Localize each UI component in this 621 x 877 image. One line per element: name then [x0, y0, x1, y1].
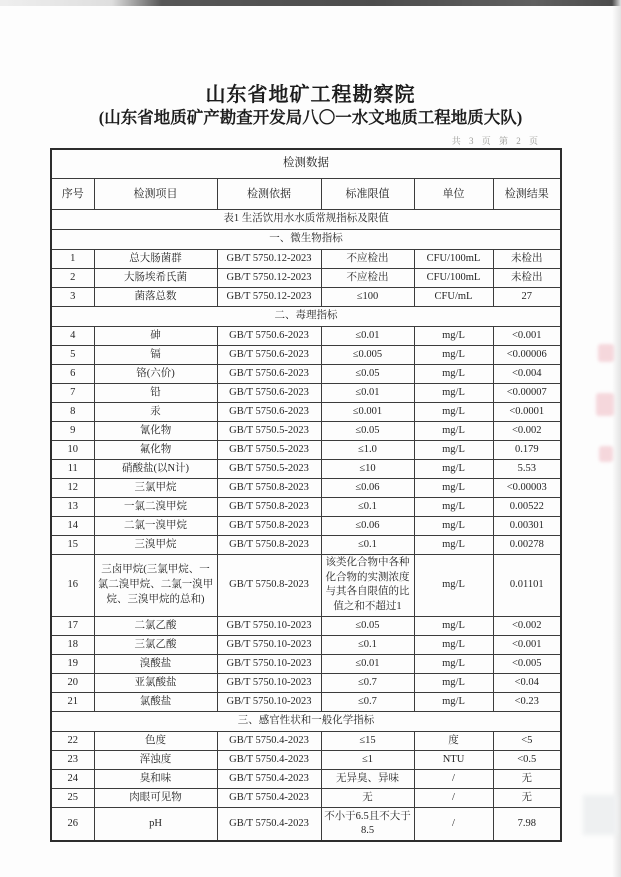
table-row [51, 269, 561, 288]
cell-unit: CFU/100mL [414, 250, 493, 269]
col-header-limit: 标准限值 [321, 179, 414, 210]
cell-test-item: 二氯一溴甲烷 [94, 517, 217, 536]
table-row [51, 384, 561, 403]
section-header-row [51, 307, 561, 327]
cell-test-item: 二氯乙酸 [94, 616, 217, 635]
cell-test-result: <0.001 [493, 327, 561, 346]
cell-test-method: GB/T 5750.6-2023 [217, 327, 321, 346]
cell-test-item: 镉 [94, 346, 217, 365]
table-header-row [51, 179, 561, 210]
cell-seq-no: 8 [51, 403, 94, 422]
cell-test-item: 色度 [94, 731, 217, 750]
table-row [51, 555, 561, 617]
cell-test-item: 氯酸盐 [94, 692, 217, 711]
cell-test-item: 一氯二溴甲烷 [94, 498, 217, 517]
cell-test-result: <0.00003 [493, 479, 561, 498]
cell-test-item: 肉眼可见物 [94, 788, 217, 807]
cell-test-method: GB/T 5750.8-2023 [217, 479, 321, 498]
stamp-bleed-mark [598, 344, 614, 362]
cell-seq-no: 26 [51, 807, 94, 841]
table-row [51, 288, 561, 307]
cell-unit: mg/L [414, 441, 493, 460]
cell-test-method: GB/T 5750.12-2023 [217, 250, 321, 269]
cell-standard-limit: 不小于6.5且不大于8.5 [321, 807, 414, 841]
cell-unit: mg/L [414, 479, 493, 498]
cell-test-result: 0.00278 [493, 536, 561, 555]
cell-test-item: 臭和味 [94, 769, 217, 788]
cell-standard-limit: 不应检出 [321, 250, 414, 269]
cell-test-result: <0.0001 [493, 403, 561, 422]
cell-test-result: 0.00522 [493, 498, 561, 517]
cell-unit: CFU/mL [414, 288, 493, 307]
cell-seq-no: 21 [51, 692, 94, 711]
table-title-row [51, 149, 561, 179]
cell-seq-no: 10 [51, 441, 94, 460]
table-title: 检测数据 [51, 149, 561, 179]
cell-test-method: GB/T 5750.8-2023 [217, 498, 321, 517]
cell-test-method: GB/T 5750.5-2023 [217, 441, 321, 460]
scan-edge-artifact-right [612, 0, 621, 877]
cell-test-method: GB/T 5750.10-2023 [217, 673, 321, 692]
cell-standard-limit: 无异臭、异味 [321, 769, 414, 788]
cell-test-method: GB/T 5750.4-2023 [217, 807, 321, 841]
cell-standard-limit: ≤0.1 [321, 635, 414, 654]
cell-unit: CFU/100mL [414, 269, 493, 288]
cell-standard-limit: ≤0.001 [321, 403, 414, 422]
cell-standard-limit: 无 [321, 788, 414, 807]
cell-test-item: 菌落总数 [94, 288, 217, 307]
cell-test-result: 27 [493, 288, 561, 307]
cell-test-result: 0.00301 [493, 517, 561, 536]
cell-seq-no: 3 [51, 288, 94, 307]
section-header-row [51, 230, 561, 250]
cell-test-result: <0.004 [493, 365, 561, 384]
cell-seq-no: 22 [51, 731, 94, 750]
cell-test-method: GB/T 5750.4-2023 [217, 750, 321, 769]
cell-seq-no: 12 [51, 479, 94, 498]
cell-seq-no: 18 [51, 635, 94, 654]
cell-seq-no: 14 [51, 517, 94, 536]
cell-test-method: GB/T 5750.10-2023 [217, 635, 321, 654]
cell-test-item: 总大肠菌群 [94, 250, 217, 269]
cell-test-item: 铅 [94, 384, 217, 403]
section-header: 三、感官性状和一般化学指标 [51, 711, 561, 731]
cell-unit: 度 [414, 731, 493, 750]
cell-seq-no: 5 [51, 346, 94, 365]
cell-seq-no: 11 [51, 460, 94, 479]
cell-test-result: <0.5 [493, 750, 561, 769]
cell-seq-no: 1 [51, 250, 94, 269]
cell-test-item: 氟化物 [94, 441, 217, 460]
cell-unit: mg/L [414, 422, 493, 441]
cell-test-method: GB/T 5750.5-2023 [217, 422, 321, 441]
cell-unit: mg/L [414, 673, 493, 692]
cell-test-result: 0.01101 [493, 555, 561, 617]
cell-unit: mg/L [414, 635, 493, 654]
page-number-marker: 共 3 页 第 2 页 [451, 136, 541, 146]
cell-unit: mg/L [414, 460, 493, 479]
cell-test-item: 汞 [94, 403, 217, 422]
cell-standard-limit: ≤0.7 [321, 692, 414, 711]
cell-test-item: 亚氯酸盐 [94, 673, 217, 692]
cell-unit: mg/L [414, 365, 493, 384]
cell-seq-no: 4 [51, 327, 94, 346]
cell-unit: / [414, 807, 493, 841]
table-row [51, 731, 561, 750]
cell-test-result: <5 [493, 731, 561, 750]
cell-test-method: GB/T 5750.8-2023 [217, 517, 321, 536]
cell-test-result: <0.005 [493, 654, 561, 673]
cell-standard-limit: ≤0.06 [321, 479, 414, 498]
cell-test-result: 未检出 [493, 269, 561, 288]
cell-test-item: 铬(六价) [94, 365, 217, 384]
cell-unit: mg/L [414, 654, 493, 673]
table-row [51, 635, 561, 654]
cell-standard-limit: ≤100 [321, 288, 414, 307]
cell-seq-no: 9 [51, 422, 94, 441]
table-row [51, 616, 561, 635]
cell-test-item: 浑浊度 [94, 750, 217, 769]
cell-seq-no: 15 [51, 536, 94, 555]
cell-test-result: <0.001 [493, 635, 561, 654]
test-results-table [50, 148, 562, 842]
table-row [51, 403, 561, 422]
cell-standard-limit: ≤10 [321, 460, 414, 479]
table-row [51, 479, 561, 498]
cell-seq-no: 6 [51, 365, 94, 384]
scan-shadow-artifact [583, 795, 617, 835]
cell-unit: / [414, 769, 493, 788]
stamp-bleed-mark [599, 446, 613, 462]
cell-test-method: GB/T 5750.4-2023 [217, 731, 321, 750]
table-row [51, 673, 561, 692]
cell-unit: mg/L [414, 536, 493, 555]
cell-standard-limit: 不应检出 [321, 269, 414, 288]
table-row [51, 441, 561, 460]
cell-unit: mg/L [414, 555, 493, 617]
table-caption-row [51, 210, 561, 230]
cell-test-item: 三溴甲烷 [94, 536, 217, 555]
cell-test-result: <0.00006 [493, 346, 561, 365]
cell-test-method: GB/T 5750.12-2023 [217, 269, 321, 288]
table-row [51, 750, 561, 769]
cell-standard-limit: ≤0.06 [321, 517, 414, 536]
table-subtitle: 表1 生活饮用水水质常规指标及限值 [51, 210, 561, 230]
cell-seq-no: 19 [51, 654, 94, 673]
cell-test-result: 7.98 [493, 807, 561, 841]
cell-standard-limit: ≤1 [321, 750, 414, 769]
cell-unit: mg/L [414, 498, 493, 517]
table-row [51, 327, 561, 346]
table-row [51, 692, 561, 711]
cell-seq-no: 25 [51, 788, 94, 807]
section-header: 一、微生物指标 [51, 230, 561, 250]
cell-test-item: 三氯甲烷 [94, 479, 217, 498]
cell-test-result: <0.04 [493, 673, 561, 692]
report-table-body [51, 210, 561, 841]
cell-test-result: <0.002 [493, 422, 561, 441]
cell-unit: mg/L [414, 327, 493, 346]
table-row [51, 250, 561, 269]
cell-standard-limit: ≤0.05 [321, 422, 414, 441]
cell-standard-limit: ≤0.05 [321, 365, 414, 384]
cell-seq-no: 16 [51, 555, 94, 617]
cell-test-method: GB/T 5750.10-2023 [217, 654, 321, 673]
cell-test-method: GB/T 5750.6-2023 [217, 403, 321, 422]
cell-seq-no: 7 [51, 384, 94, 403]
table-row [51, 654, 561, 673]
cell-standard-limit: ≤0.1 [321, 536, 414, 555]
cell-test-result: 未检出 [493, 250, 561, 269]
section-header: 二、毒理指标 [51, 307, 561, 327]
cell-test-result: 0.179 [493, 441, 561, 460]
cell-seq-no: 20 [51, 673, 94, 692]
cell-test-method: GB/T 5750.8-2023 [217, 536, 321, 555]
cell-test-item: pH [94, 807, 217, 841]
cell-seq-no: 24 [51, 769, 94, 788]
table-row [51, 807, 561, 841]
cell-seq-no: 17 [51, 616, 94, 635]
cell-test-item: 溴酸盐 [94, 654, 217, 673]
col-header-seq: 序号 [51, 179, 94, 210]
cell-test-method: GB/T 5750.8-2023 [217, 555, 321, 617]
scan-edge-artifact [0, 0, 621, 6]
document-subtitle: (山东省地质矿产勘查开发局八〇一水文地质工程地质大队) [98, 108, 523, 127]
cell-standard-limit: ≤15 [321, 731, 414, 750]
cell-test-result: <0.00007 [493, 384, 561, 403]
table-row [51, 788, 561, 807]
cell-standard-limit: ≤0.01 [321, 654, 414, 673]
cell-standard-limit: ≤0.7 [321, 673, 414, 692]
cell-unit: NTU [414, 750, 493, 769]
cell-test-method: GB/T 5750.12-2023 [217, 288, 321, 307]
cell-test-item: 砷 [94, 327, 217, 346]
cell-unit: mg/L [414, 517, 493, 536]
cell-test-method: GB/T 5750.4-2023 [217, 788, 321, 807]
cell-unit: mg/L [414, 346, 493, 365]
table-row [51, 536, 561, 555]
cell-test-item: 氰化物 [94, 422, 217, 441]
cell-test-result: <0.002 [493, 616, 561, 635]
table-row [51, 498, 561, 517]
cell-test-item: 大肠埃希氏菌 [94, 269, 217, 288]
col-header-unit: 单位 [414, 179, 493, 210]
cell-unit: mg/L [414, 403, 493, 422]
cell-standard-limit: ≤1.0 [321, 441, 414, 460]
cell-test-method: GB/T 5750.5-2023 [217, 460, 321, 479]
table-row [51, 769, 561, 788]
col-header-result: 检测结果 [493, 179, 561, 210]
cell-test-method: GB/T 5750.10-2023 [217, 692, 321, 711]
table-row [51, 422, 561, 441]
col-header-item: 检测项目 [94, 179, 217, 210]
table-row [51, 346, 561, 365]
cell-test-method: GB/T 5750.6-2023 [217, 365, 321, 384]
cell-test-item: 硝酸盐(以N计) [94, 460, 217, 479]
cell-test-result: 无 [493, 788, 561, 807]
table-row [51, 365, 561, 384]
cell-seq-no: 13 [51, 498, 94, 517]
cell-unit: mg/L [414, 692, 493, 711]
stamp-bleed-mark [596, 393, 614, 416]
cell-test-result: 无 [493, 769, 561, 788]
cell-test-method: GB/T 5750.10-2023 [217, 616, 321, 635]
table-row [51, 460, 561, 479]
cell-test-item: 三氯乙酸 [94, 635, 217, 654]
cell-test-result: <0.23 [493, 692, 561, 711]
document-title: 山东省地矿工程勘察院 [205, 84, 416, 106]
cell-standard-limit: ≤0.005 [321, 346, 414, 365]
col-header-method: 检测依据 [217, 179, 321, 210]
cell-test-item: 三卤甲烷(三氯甲烷、一氯二溴甲烷、二氯一溴甲烷、三溴甲烷的总和) [94, 555, 217, 617]
cell-test-method: GB/T 5750.6-2023 [217, 346, 321, 365]
cell-test-result: 5.53 [493, 460, 561, 479]
cell-unit: mg/L [414, 616, 493, 635]
cell-seq-no: 23 [51, 750, 94, 769]
cell-test-method: GB/T 5750.6-2023 [217, 384, 321, 403]
cell-standard-limit: 该类化合物中各种化合物的实测浓度与其各自限值的比值之和不超过1 [321, 555, 414, 617]
cell-seq-no: 2 [51, 269, 94, 288]
cell-unit: mg/L [414, 384, 493, 403]
cell-unit: / [414, 788, 493, 807]
cell-standard-limit: ≤0.01 [321, 327, 414, 346]
cell-standard-limit: ≤0.01 [321, 384, 414, 403]
table-row [51, 517, 561, 536]
section-header-row [51, 711, 561, 731]
cell-test-method: GB/T 5750.4-2023 [217, 769, 321, 788]
cell-standard-limit: ≤0.1 [321, 498, 414, 517]
cell-standard-limit: ≤0.05 [321, 616, 414, 635]
